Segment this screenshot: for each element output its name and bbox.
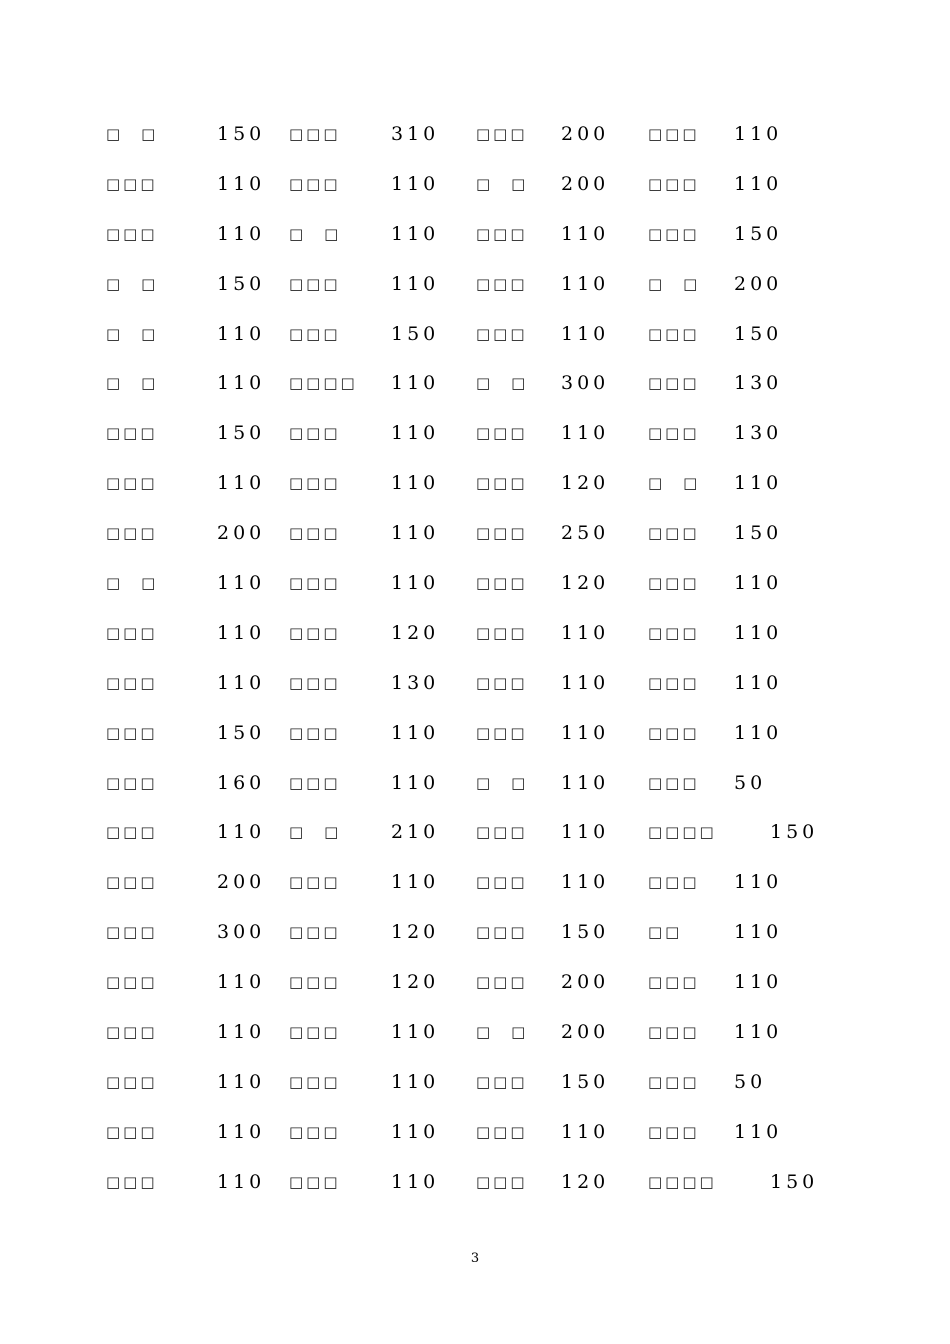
name-cell: □□□ bbox=[106, 524, 158, 543]
name-cell: □□□ bbox=[476, 623, 528, 642]
name-cell: □□□ bbox=[476, 474, 528, 493]
name-cell: □□□ bbox=[289, 1023, 341, 1042]
table-row bbox=[106, 169, 826, 219]
name-cell: □ □ bbox=[648, 274, 701, 293]
amount-cell: 110 bbox=[561, 422, 610, 445]
amount-cell: 110 bbox=[561, 621, 610, 644]
donation-list-table bbox=[106, 119, 826, 1217]
amount-cell: 110 bbox=[217, 372, 266, 395]
name-cell: □ □ bbox=[476, 374, 529, 393]
amount-cell: 110 bbox=[391, 1170, 440, 1193]
amount-cell: 130 bbox=[734, 422, 783, 445]
name-cell: □□□ bbox=[476, 424, 528, 443]
amount-cell: 150 bbox=[217, 123, 266, 145]
amount-cell: 110 bbox=[391, 572, 440, 595]
name-cell: □□□ bbox=[289, 673, 341, 692]
amount-cell: 150 bbox=[217, 272, 266, 295]
amount-cell: 110 bbox=[734, 123, 783, 145]
amount-cell: 130 bbox=[391, 671, 440, 694]
name-cell: □□□ bbox=[106, 1072, 158, 1091]
amount-cell: 110 bbox=[391, 1021, 440, 1044]
table-row bbox=[106, 817, 826, 867]
table-row bbox=[106, 867, 826, 917]
name-cell: □□□ bbox=[289, 524, 341, 543]
amount-cell: 110 bbox=[561, 821, 610, 844]
amount-cell: 210 bbox=[391, 821, 440, 844]
amount-cell: 110 bbox=[734, 621, 783, 644]
name-cell: □□□ bbox=[106, 723, 158, 742]
table-row bbox=[106, 418, 826, 468]
table-row bbox=[106, 568, 826, 618]
name-cell: □ □ bbox=[476, 1023, 529, 1042]
name-cell: □□□ bbox=[476, 1122, 528, 1141]
amount-cell: 110 bbox=[561, 322, 610, 345]
amount-cell: 110 bbox=[391, 372, 440, 395]
name-cell: □□□ bbox=[476, 823, 528, 842]
amount-cell: 110 bbox=[217, 821, 266, 844]
name-cell: □□□ bbox=[106, 873, 158, 892]
table-row bbox=[106, 718, 826, 768]
name-cell: □□□ bbox=[476, 574, 528, 593]
amount-cell: 150 bbox=[561, 1070, 610, 1093]
amount-cell: 200 bbox=[561, 1021, 610, 1044]
amount-cell: 120 bbox=[391, 621, 440, 644]
amount-cell: 110 bbox=[217, 1170, 266, 1193]
name-cell: □□□ bbox=[289, 1122, 341, 1141]
name-cell: □□□ bbox=[106, 623, 158, 642]
name-cell: □ □ bbox=[476, 773, 529, 792]
name-cell: □□□ bbox=[289, 474, 341, 493]
amount-cell: 110 bbox=[217, 621, 266, 644]
name-cell: □□□ bbox=[476, 973, 528, 992]
amount-cell: 110 bbox=[734, 1021, 783, 1044]
name-cell: □□□ bbox=[289, 773, 341, 792]
table-row bbox=[106, 967, 826, 1017]
name-cell: □□□ bbox=[106, 424, 158, 443]
name-cell: □ □ bbox=[289, 823, 342, 842]
name-cell: □□□ bbox=[648, 374, 700, 393]
name-cell: □□□ bbox=[106, 973, 158, 992]
name-cell: □□□ bbox=[648, 1072, 700, 1091]
amount-cell: 110 bbox=[217, 971, 266, 994]
amount-cell: 110 bbox=[561, 1120, 610, 1143]
amount-cell: 50 bbox=[734, 771, 767, 794]
amount-cell: 150 bbox=[561, 921, 610, 944]
name-cell: □ □ bbox=[106, 374, 159, 393]
name-cell: □□□ bbox=[289, 1072, 341, 1091]
amount-cell: 110 bbox=[217, 472, 266, 495]
amount-cell: 110 bbox=[734, 472, 783, 495]
amount-cell: 120 bbox=[561, 472, 610, 495]
amount-cell: 110 bbox=[391, 1070, 440, 1093]
name-cell: □□□ bbox=[106, 673, 158, 692]
name-cell: □□□ bbox=[476, 224, 528, 243]
name-cell: □□□ bbox=[106, 1023, 158, 1042]
name-cell: □□□ bbox=[106, 773, 158, 792]
name-cell: □□□ bbox=[648, 174, 700, 193]
name-cell: □□□ bbox=[476, 324, 528, 343]
name-cell: □□□□ bbox=[648, 1172, 717, 1191]
amount-cell: 120 bbox=[391, 971, 440, 994]
amount-cell: 110 bbox=[734, 721, 783, 744]
amount-cell: 150 bbox=[217, 721, 266, 744]
amount-cell: 110 bbox=[561, 272, 610, 295]
name-cell: □□□ bbox=[648, 224, 700, 243]
table-row bbox=[106, 1067, 826, 1117]
name-cell: □□□ bbox=[648, 524, 700, 543]
name-cell: □□□ bbox=[289, 324, 341, 343]
amount-cell: 110 bbox=[391, 472, 440, 495]
name-cell: □□□ bbox=[648, 773, 700, 792]
amount-cell: 110 bbox=[391, 771, 440, 794]
name-cell: □□□ bbox=[106, 923, 158, 942]
table-row bbox=[106, 768, 826, 818]
name-cell: □□ bbox=[648, 923, 683, 942]
name-cell: □□□ bbox=[476, 1172, 528, 1191]
amount-cell: 150 bbox=[770, 1170, 819, 1193]
table-row bbox=[106, 368, 826, 418]
name-cell: □□□ bbox=[648, 574, 700, 593]
amount-cell: 200 bbox=[217, 522, 266, 545]
name-cell: □□□ bbox=[648, 723, 700, 742]
amount-cell: 150 bbox=[770, 821, 819, 844]
table-row bbox=[106, 668, 826, 718]
name-cell: □□□ bbox=[289, 623, 341, 642]
amount-cell: 310 bbox=[391, 123, 440, 145]
amount-cell: 150 bbox=[734, 322, 783, 345]
amount-cell: 160 bbox=[217, 771, 266, 794]
name-cell: □□□ bbox=[476, 1072, 528, 1091]
amount-cell: 120 bbox=[391, 921, 440, 944]
amount-cell: 200 bbox=[561, 172, 610, 195]
amount-cell: 110 bbox=[734, 871, 783, 894]
table-row bbox=[106, 119, 826, 169]
amount-cell: 300 bbox=[561, 372, 610, 395]
amount-cell: 200 bbox=[561, 971, 610, 994]
name-cell: □□□ bbox=[476, 125, 528, 143]
name-cell: □□□ bbox=[476, 673, 528, 692]
name-cell: □□□ bbox=[106, 224, 158, 243]
amount-cell: 110 bbox=[734, 572, 783, 595]
amount-cell: 110 bbox=[391, 222, 440, 245]
name-cell: □□□ bbox=[106, 1172, 158, 1191]
name-cell: □□□ bbox=[648, 973, 700, 992]
amount-cell: 110 bbox=[217, 671, 266, 694]
name-cell: □□□□ bbox=[648, 823, 717, 842]
amount-cell: 130 bbox=[734, 372, 783, 395]
name-cell: □□□ bbox=[476, 524, 528, 543]
name-cell: □□□ bbox=[648, 673, 700, 692]
table-row bbox=[106, 1017, 826, 1067]
amount-cell: 110 bbox=[734, 971, 783, 994]
name-cell: □ □ bbox=[289, 224, 342, 243]
amount-cell: 200 bbox=[734, 272, 783, 295]
amount-cell: 150 bbox=[217, 422, 266, 445]
amount-cell: 110 bbox=[217, 172, 266, 195]
name-cell: □□□ bbox=[648, 424, 700, 443]
table-row bbox=[106, 319, 826, 369]
name-cell: □□□ bbox=[648, 125, 700, 143]
amount-cell: 110 bbox=[217, 1070, 266, 1093]
table-row bbox=[106, 219, 826, 269]
name-cell: □□□ bbox=[648, 1023, 700, 1042]
name-cell: □□□ bbox=[476, 274, 528, 293]
amount-cell: 150 bbox=[734, 522, 783, 545]
name-cell: □ □ bbox=[648, 474, 701, 493]
name-cell: □ □ bbox=[106, 324, 159, 343]
name-cell: □ □ bbox=[106, 574, 159, 593]
table-row bbox=[106, 1117, 826, 1167]
amount-cell: 300 bbox=[217, 921, 266, 944]
table-row bbox=[106, 518, 826, 568]
name-cell: □□□ bbox=[476, 923, 528, 942]
amount-cell: 110 bbox=[391, 272, 440, 295]
name-cell: □□□ bbox=[289, 174, 341, 193]
amount-cell: 250 bbox=[561, 522, 610, 545]
name-cell: □□□ bbox=[648, 1122, 700, 1141]
amount-cell: 110 bbox=[734, 172, 783, 195]
name-cell: □□□ bbox=[476, 723, 528, 742]
amount-cell: 110 bbox=[217, 322, 266, 345]
amount-cell: 120 bbox=[561, 572, 610, 595]
amount-cell: 110 bbox=[391, 721, 440, 744]
name-cell: □ □ bbox=[106, 125, 159, 143]
name-cell: □□□ bbox=[106, 1122, 158, 1141]
amount-cell: 150 bbox=[391, 322, 440, 345]
amount-cell: 110 bbox=[734, 671, 783, 694]
name-cell: □□□ bbox=[106, 474, 158, 493]
amount-cell: 110 bbox=[734, 921, 783, 944]
table-row bbox=[106, 468, 826, 518]
amount-cell: 110 bbox=[561, 721, 610, 744]
table-row bbox=[106, 269, 826, 319]
amount-cell: 110 bbox=[391, 172, 440, 195]
name-cell: □□□ bbox=[476, 873, 528, 892]
amount-cell: 110 bbox=[561, 671, 610, 694]
amount-cell: 110 bbox=[561, 871, 610, 894]
name-cell: □□□ bbox=[289, 274, 341, 293]
name-cell: □□□ bbox=[648, 324, 700, 343]
name-cell: □□□ bbox=[106, 823, 158, 842]
table-row bbox=[106, 1167, 826, 1217]
name-cell: □□□□ bbox=[289, 374, 358, 393]
amount-cell: 110 bbox=[391, 1120, 440, 1143]
table-row bbox=[106, 618, 826, 668]
amount-cell: 200 bbox=[217, 871, 266, 894]
amount-cell: 110 bbox=[217, 1021, 266, 1044]
amount-cell: 150 bbox=[734, 222, 783, 245]
name-cell: □□□ bbox=[289, 873, 341, 892]
amount-cell: 110 bbox=[217, 572, 266, 595]
name-cell: □□□ bbox=[289, 574, 341, 593]
name-cell: □□□ bbox=[648, 623, 700, 642]
amount-cell: 200 bbox=[561, 123, 610, 145]
name-cell: □□□ bbox=[289, 973, 341, 992]
amount-cell: 110 bbox=[734, 1120, 783, 1143]
name-cell: □□□ bbox=[648, 873, 700, 892]
name-cell: □ □ bbox=[106, 274, 159, 293]
name-cell: □□□ bbox=[289, 424, 341, 443]
name-cell: □□□ bbox=[289, 1172, 341, 1191]
name-cell: □□□ bbox=[289, 125, 341, 143]
amount-cell: 50 bbox=[734, 1070, 767, 1093]
amount-cell: 110 bbox=[561, 771, 610, 794]
amount-cell: 110 bbox=[391, 522, 440, 545]
page-number: 3 bbox=[470, 1251, 480, 1266]
amount-cell: 110 bbox=[217, 1120, 266, 1143]
amount-cell: 110 bbox=[391, 871, 440, 894]
name-cell: □□□ bbox=[289, 923, 341, 942]
amount-cell: 120 bbox=[561, 1170, 610, 1193]
name-cell: □□□ bbox=[289, 723, 341, 742]
name-cell: □ □ bbox=[476, 174, 529, 193]
amount-cell: 110 bbox=[561, 222, 610, 245]
amount-cell: 110 bbox=[217, 222, 266, 245]
table-row bbox=[106, 917, 826, 967]
name-cell: □□□ bbox=[106, 174, 158, 193]
amount-cell: 110 bbox=[391, 422, 440, 445]
